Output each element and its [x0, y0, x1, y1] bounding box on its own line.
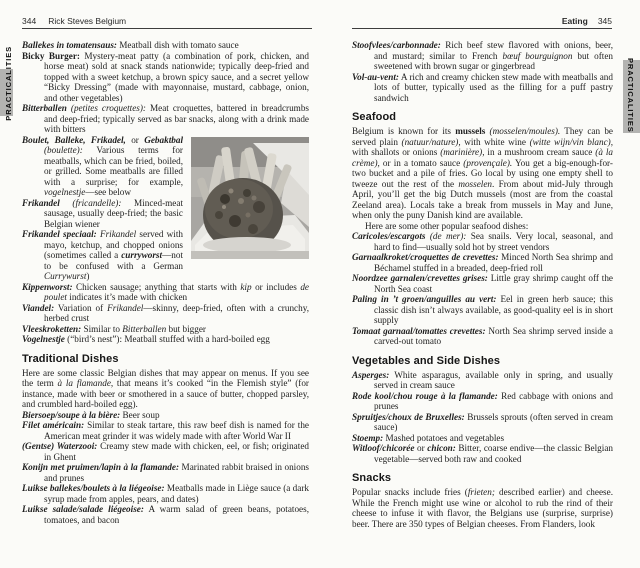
text-segment: Meatballs made in Liège sauce (a dark syrup made from apples, pears, and dates) [44, 483, 309, 504]
text-segment: They can be served plain [352, 126, 613, 147]
text-segment: Boulet, Balleke, Frikadel, [22, 134, 126, 145]
section-heading: Seafood [352, 111, 397, 123]
text-segment: (de mer): [425, 231, 467, 241]
text-segment: or [414, 443, 428, 453]
text-segment: Frikandel speciaal: [22, 229, 97, 239]
text-segment: (natuur/nature), [401, 136, 461, 147]
text-segment: Mashed potatoes and vegetables [383, 432, 505, 443]
paragraph [352, 126, 613, 221]
section-heading: Vegetables and Side Dishes [352, 354, 501, 367]
dish-entry [22, 462, 309, 483]
text-segment: with white wine [460, 136, 530, 147]
dish-entry [352, 412, 613, 433]
text-segment: Konijn met pruimen/lapin à la flamande: [22, 462, 180, 472]
text-segment: Vogelnestje [22, 334, 65, 344]
dish-entry [352, 40, 613, 72]
dish-entry [352, 391, 613, 412]
dish-entry [22, 324, 309, 335]
text-segment: Rich beef stew flavored with onions, beer, and mustard; similar to French [374, 40, 613, 61]
chapter-title: Eating [561, 16, 588, 26]
text-segment: —see below [85, 187, 131, 197]
dish-entry [22, 483, 309, 504]
text-segment: Marinated rabbit braised in onions and prunes [44, 462, 309, 483]
left-page-number: 344 [22, 16, 37, 26]
dish-entry [352, 433, 613, 444]
text-segment: Garnaalkroket/croquettes de crevettes: [352, 252, 499, 262]
text-segment: mosselen [458, 178, 492, 189]
text-segment: Chicken sausage; anything that starts with [72, 281, 241, 292]
right-page-number: 345 [597, 16, 612, 26]
dish-entry [22, 441, 309, 462]
text-segment: (petites croquettes): [66, 103, 146, 113]
text-segment: Frikandel [99, 229, 137, 239]
text-segment: or [125, 134, 145, 145]
text-segment: You get a big-enough-for-two bucket and a pile of fries. Go local by using one empty shell to tweeze out the rest of the [352, 157, 613, 189]
text-segment: White asparagus, available only in spring, and usually served in cream sauce [374, 369, 613, 390]
text-segment: Frikandel [107, 302, 144, 313]
text-segment: Minced-meat sausage, usually deep-fried; the basic Belgian wiener [44, 197, 183, 229]
text-segment: (mosselen/moules). [485, 126, 561, 136]
text-segment: Eel in green herb sauce; this classic dish isn’t always available, as good-quality eel is in short supply [374, 294, 613, 325]
text-segment: with shallots or onions [352, 147, 441, 157]
text-segment: Kippenworst: [22, 281, 73, 292]
text-segment: A rich and creamy chicken stew made with meatballs and lots of butter, typically used as the filling for a puff pastry sandwich [374, 71, 613, 103]
meatball-fries-photo [191, 137, 309, 259]
dish-entry [22, 303, 309, 324]
text-segment: Vol-au-vent: [352, 71, 399, 82]
text-segment: kip [240, 281, 252, 292]
text-segment: Similar to steak tartare, this raw beef dish is named for the American meat grinder it was widely made with after World War II [44, 420, 310, 441]
paragraph [352, 487, 613, 529]
text-segment: Sea snails. Very local, seasonal, and hard to find—usually sold hot by street vendors [374, 231, 614, 252]
text-segment: Popular snacks include fries ( [352, 487, 468, 497]
right-page-column [352, 40, 613, 529]
dish-entry [352, 252, 613, 273]
paragraph [22, 368, 309, 410]
text-segment: indicates it’s made with chicken [66, 292, 188, 302]
text-segment: but bigger [166, 323, 206, 334]
text-segment: Meatball dish with tomato sauce [116, 40, 239, 50]
text-segment: curryworst [121, 250, 163, 260]
text-segment: or includes [251, 281, 301, 292]
text-segment: in a mushroom cream sauce [484, 147, 596, 157]
dish-entry [352, 273, 613, 294]
text-segment: Spruitjes/choux de Bruxelles: [352, 411, 465, 422]
dish-entry [352, 231, 613, 252]
text-segment: Luikse ballekes/boulets à la liégeoise: [22, 483, 165, 493]
text-segment: Variation of [54, 302, 108, 313]
text-segment: Paling in ’t groen/anguilles au vert: [352, 294, 497, 304]
text-segment: bœuf bourguignon [502, 50, 573, 61]
left-running-header [22, 10, 312, 29]
text-segment: or in a tomato sauce [379, 157, 464, 168]
text-segment: Vleeskroketten: [22, 323, 82, 334]
dish-entry [352, 326, 613, 347]
dish-entry [22, 504, 309, 525]
text-segment: Little gray shrimp caught off the North Sea coast [374, 273, 613, 294]
text-segment: Various terms for meatballs, which can be fried, boiled, or grilled. Some meatballs are filled with a surprise; for example, [44, 145, 183, 187]
text-segment: Noordzee garnalen/crevettes grises: [352, 273, 488, 283]
right-running-header [352, 10, 612, 29]
text-segment: Brussels sprouts (often served in cream sauce) [374, 411, 613, 432]
dish-entry [22, 420, 309, 441]
text-segment: Tomaat garnaal/tomattes crevettes: [352, 325, 486, 336]
text-segment: Filet américain: [22, 420, 85, 430]
text-segment: Red cabbage with onions and prunes [374, 390, 613, 411]
text-segment: Bitterballen [122, 323, 167, 334]
text-segment: Mystery-meat patty (a combination of pork, chicken, and horse meat) sold at snack stands nationwide; typically deep-fried and topped with a sweet ketchup, a brown spicy sauce, and a secret yellow “Bicky Dressing” (made with mayonnaise, mustard, cabbage, onion, and other vegetables) [44, 50, 309, 103]
text-segment: vogelnestje [44, 187, 86, 197]
right-edge-tab-label: PRACTICALITIES [626, 58, 635, 133]
text-segment: (“bird’s nest”): Meatball stuffed with a hard-boiled egg [64, 334, 270, 344]
book-title: Rick Steves Belgium [48, 16, 127, 26]
section-heading: Snacks [352, 472, 392, 484]
dish-entry [22, 334, 309, 345]
text-segment: —skinny, deep-fried, often with a crunchy, herbed crust [44, 302, 309, 323]
text-segment: Bicky Burger: [22, 50, 80, 61]
dish-entry [352, 370, 613, 391]
text-segment: —not to be confused with a German [44, 250, 183, 271]
text-segment: Bitterballen [22, 103, 67, 113]
text-segment: that means it’s cooked “in the Flemish style” (for instance, made with beer or smothered in a sauce of butter, chopped parsley, and crumbled hard-boiled egg). [22, 378, 309, 409]
text-segment: Rode kool/chou rouge à la flamande: [352, 390, 498, 401]
dish-entry [22, 51, 309, 104]
text-segment: Luikse salade/salade liégeoise: [22, 504, 144, 514]
text-segment: Asperges: [352, 369, 390, 380]
text-segment: Beer soup [120, 409, 160, 420]
paragraph [352, 221, 613, 232]
dish-entry [22, 40, 309, 51]
text-segment: Similar to [81, 323, 123, 334]
text-segment: de poulet [44, 281, 309, 302]
text-segment: (provençale). [463, 157, 513, 168]
text-segment: Biersoep/soupe à la bière: [22, 409, 121, 420]
text-segment: Meat croquettes, battered in breadcrumbs and deep-fried; typically served as bar snacks, along with a drink made with bitters [44, 103, 309, 134]
text-segment: (boulette): [44, 145, 83, 155]
text-segment: (à la crème), [352, 147, 613, 168]
text-segment: Here are some other popular seafood dishes: [365, 220, 529, 231]
dish-entry [352, 72, 613, 104]
left-page-column [22, 40, 309, 525]
text-segment: A warm salad of green beans, potatoes, tomatoes, and bacon [44, 504, 309, 525]
text-segment: described earlier) and cheese. While the French might use wine or alcohol to rub the rind of their cheese to infuse it with flavor, the Belgians use (surprise, surprise) beer. There are 350 types of Belgian cheeses. From Flanders, look [352, 487, 613, 529]
text-segment: but often sweetened with brown sugar or gingerbread [374, 50, 614, 71]
text-segment: North Sea shrimp served inside a carved-out tomato [374, 325, 613, 346]
text-segment: à la flamande, [57, 378, 114, 388]
left-edge-tab-label: PRACTICALITIES [4, 46, 13, 121]
text-segment: Gebaktbal [144, 134, 184, 145]
meatball-fries-photo-graphic [191, 137, 309, 259]
dish-entry [22, 410, 309, 421]
dish-entry [22, 103, 309, 135]
text-segment: Stoofvlees/carbonnade: [352, 40, 441, 50]
section-heading: Traditional Dishes [22, 352, 119, 365]
text-segment: Bitter, coarse endive—the classic Belgian vegetable—served both raw and cooked [374, 443, 614, 464]
text-segment: Creamy stew made with chicken, eel, or fish; originated in Ghent [44, 441, 309, 462]
text-segment: Frikandel [22, 197, 60, 208]
dish-entry [352, 443, 613, 464]
text-segment: mussels [455, 126, 486, 136]
text-segment: (witte wijn/vin blanc), [529, 136, 614, 147]
text-segment: chicon: [427, 443, 456, 453]
text-segment: Stoemp: [352, 432, 384, 443]
text-segment: (fricandelle): [59, 197, 122, 208]
text-segment: . From about mid-July through April, you’ll get the big Dutch mussels (most are from the coastal Zeeland area). Locals take a break from mussels in May and June, when only the puny Danish kind are available. [352, 178, 613, 220]
text-segment: Witloof/chicorée [352, 443, 415, 453]
text-segment: Currywurst [44, 271, 87, 281]
text-segment: (marinière), [440, 147, 485, 157]
text-segment: ) [86, 271, 90, 281]
text-segment: Minced North Sea shrimp and Béchamel stuffed in a breaded, deep-fried roll [374, 252, 613, 273]
dish-entry [352, 294, 613, 326]
text-segment: Belgium is known for its [352, 126, 456, 136]
text-segment: Viandel: [22, 302, 55, 313]
text-segment: Caricoles/escargots [352, 231, 426, 241]
text-segment: Ballekes in tomatensaus: [22, 40, 117, 50]
text-segment: served with mayo, ketchup, and chopped onions (sometimes called a [44, 229, 183, 260]
text-segment: frieten; [467, 487, 495, 497]
text-segment: (Gentse) Waterzooi: [22, 441, 98, 451]
text-segment: Here are some classic Belgian dishes that may appear on menus. If you see the term [22, 367, 309, 388]
dish-entry [22, 282, 309, 303]
